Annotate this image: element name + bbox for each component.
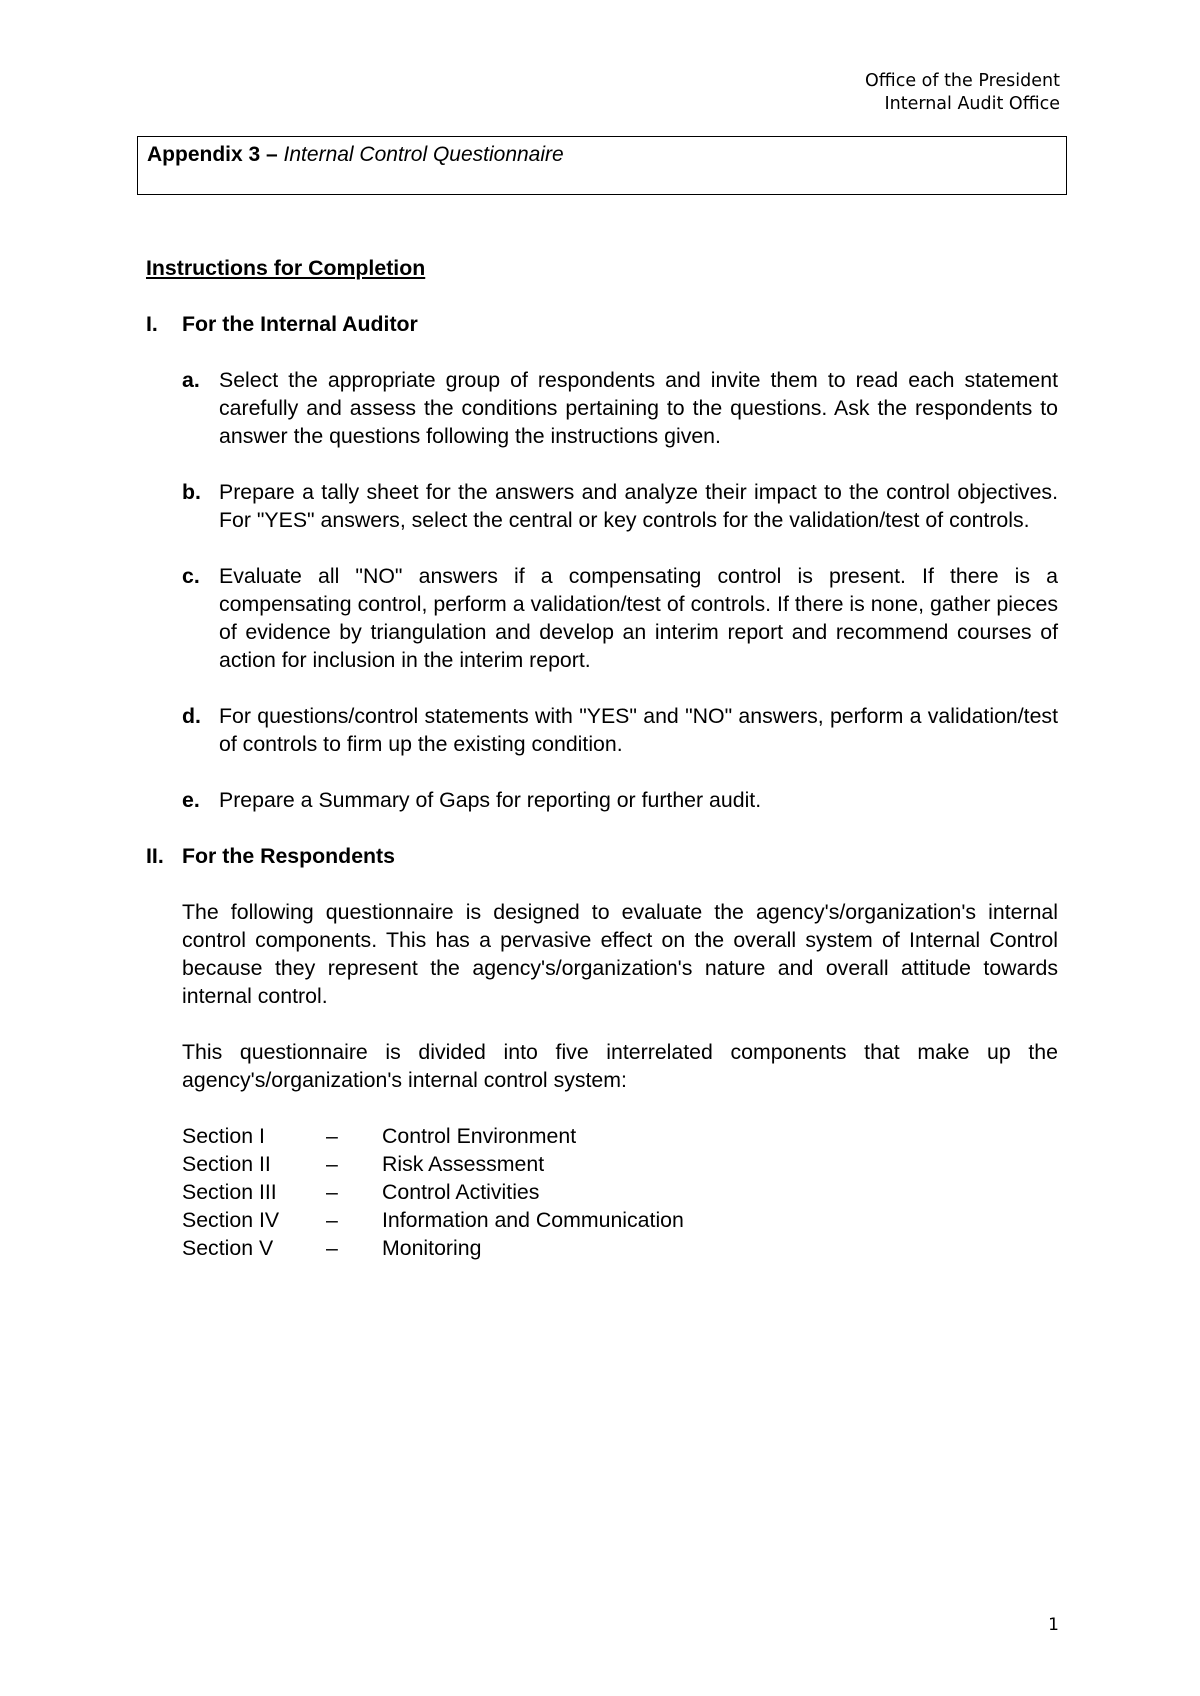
component-section-row (182, 1234, 1058, 1262)
section-label: Section V (182, 1236, 274, 1260)
document-body (146, 254, 1058, 1262)
section-name: Information and Communication (382, 1208, 684, 1232)
section-label: Section II (182, 1152, 271, 1176)
component-section-row (182, 1150, 1058, 1178)
component-section-row (182, 1122, 1058, 1150)
section-label: Section IV (182, 1208, 280, 1232)
section-title: For the Respondents (182, 844, 395, 868)
section-name: Control Activities (382, 1180, 540, 1204)
section-dash: – (326, 1208, 338, 1232)
section-number: II. (146, 844, 164, 868)
component-section-row (182, 1206, 1058, 1234)
header-office: Office of the President (865, 71, 1060, 91)
list-item-letter: e. (182, 788, 200, 812)
section-name: Monitoring (382, 1236, 482, 1260)
list-item-letter: d. (182, 704, 201, 728)
page-title: Instructions for Completion (146, 256, 426, 280)
section-label: Section I (182, 1124, 265, 1148)
section-label: Section III (182, 1180, 277, 1204)
list-item-text: Evaluate all "NO" answers if a compensating control is present. If there is a compensating control, perform a validation/test of controls. If there is none, gather pieces of evidence by triangulation and develop an interim report and recommend courses of action for inclusion in the interim report. (219, 564, 1058, 672)
list-item (182, 478, 1058, 534)
component-section-row (182, 1178, 1058, 1206)
list-item-text: Select the appropriate group of respondents and invite them to read each statement carefully and assess the conditions pertaining to the questions. Ask the respondents to answer the questions following the instructions given. (219, 368, 1058, 448)
header-department: Internal Audit Office (884, 94, 1060, 114)
list-item-text: For questions/control statements with "YES" and "NO" answers, perform a validation/test of controls to firm up the existing condition. (219, 704, 1058, 756)
section-number: I. (146, 312, 158, 336)
appendix-title-box (137, 136, 1067, 195)
appendix-label: Appendix 3 – (147, 143, 278, 166)
section-dash: – (326, 1152, 338, 1176)
respondents-intro-paragraph: The following questionnaire is designed to evaluate the agency's/organization's internal control components. This has a pervasive effect on the overall system of Internal Control because they represent the agency's/organization's nature and overall attitude towards internal control. (182, 900, 1058, 1008)
list-item-text: Prepare a tally sheet for the answers and analyze their impact to the control objectives. For "YES" answers, select the central or key controls for the validation/test of controls. (219, 480, 1058, 532)
section-heading-auditor (146, 310, 1058, 338)
components-paragraph: This questionnaire is divided into five interrelated components that make up the agency's/organization's internal control system: (182, 1040, 1058, 1092)
list-item (182, 786, 1058, 814)
section-dash: – (326, 1236, 338, 1260)
list-item-letter: c. (182, 564, 200, 588)
section-name: Risk Assessment (382, 1152, 545, 1176)
component-sections-list (182, 1122, 1058, 1262)
list-item (182, 562, 1058, 674)
page-header (865, 70, 1060, 116)
list-item-letter: b. (182, 480, 201, 504)
page-number: 1 (1048, 1615, 1059, 1635)
section-dash: – (326, 1180, 338, 1204)
list-item-text: Prepare a Summary of Gaps for reporting or further audit. (219, 788, 762, 812)
section-dash: – (326, 1124, 338, 1148)
list-item (182, 702, 1058, 758)
list-item (182, 366, 1058, 450)
section-name: Control Environment (382, 1124, 577, 1148)
section-heading-respondents (146, 842, 1058, 870)
appendix-title: Internal Control Questionnaire (283, 143, 564, 166)
section-title: For the Internal Auditor (182, 312, 418, 336)
list-item-letter: a. (182, 368, 200, 392)
